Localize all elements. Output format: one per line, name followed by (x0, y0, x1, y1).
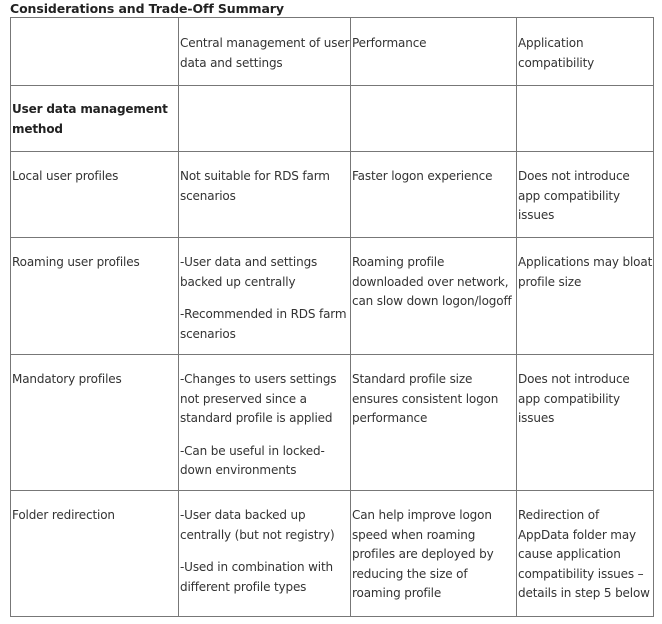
trade-off-table (10, 17, 654, 617)
table-cell (351, 152, 517, 238)
cell-text: Standard profile size ensures consistent logon performance (352, 372, 499, 425)
table-header-row (11, 18, 654, 86)
cell-text: Not suitable for RDS farm scenarios (180, 169, 330, 203)
header-cell-app-compatibility: Application compatibility (517, 18, 654, 86)
cell-text: Redirection of AppData folder may cause application compatibility issues – details in step 5 below (518, 508, 650, 600)
cell-text: Applications may bloat profile size (518, 255, 653, 289)
table-cell (517, 86, 654, 152)
table-cell (179, 152, 351, 238)
table-cell (517, 355, 654, 491)
table-cell (517, 238, 654, 355)
table-cell (517, 152, 654, 238)
cell-text: Does not introduce app compatibility issues (518, 372, 630, 425)
cell-text: Faster logon experience (352, 169, 493, 183)
cell-text: -Changes to users settings not preserved since a standard profile is applied (180, 372, 337, 425)
cell-text: -User data backed up centrally (but not registry) (180, 508, 335, 542)
table-row (11, 86, 654, 152)
cell-text: -Can be useful in locked-down environments (180, 443, 325, 477)
table-row (11, 238, 654, 355)
cell-text: Can help improve logon speed when roaming profiles are deployed by reducing the size of roaming profile (352, 508, 494, 600)
table-cell (351, 238, 517, 355)
table-cell (179, 238, 351, 355)
table-row (11, 355, 654, 491)
table-cell (179, 355, 351, 491)
cell-text: Does not introduce app compatibility issues (518, 169, 630, 222)
table-cell (179, 86, 351, 152)
cell-text: -Used in combination with different profile types (180, 560, 333, 594)
row-label-local-profiles: Local user profiles (11, 152, 179, 238)
row-label-mandatory-profiles: Mandatory profiles (11, 355, 179, 491)
header-cell-central-management: Central management of user data and settings (179, 18, 351, 86)
table-cell (517, 491, 654, 617)
cell-text: -Recommended in RDS farm scenarios (180, 307, 347, 341)
row-label-folder-redirection: Folder redirection (11, 491, 179, 617)
table-title: Considerations and Trade-Off Summary (10, 1, 284, 16)
row-label-roaming-profiles: Roaming user profiles (11, 238, 179, 355)
table-row (11, 152, 654, 238)
table-cell (351, 355, 517, 491)
row-label-method: User data management method (11, 86, 179, 152)
header-cell-performance: Performance (351, 18, 517, 86)
table-row (11, 491, 654, 617)
table-cell (351, 491, 517, 617)
cell-text: Roaming profile downloaded over network, can slow down logon/logoff (352, 255, 512, 308)
corner-cell (11, 18, 179, 86)
table-cell (351, 86, 517, 152)
cell-text: -User data and settings backed up centrally (180, 255, 318, 289)
table-cell (179, 491, 351, 617)
